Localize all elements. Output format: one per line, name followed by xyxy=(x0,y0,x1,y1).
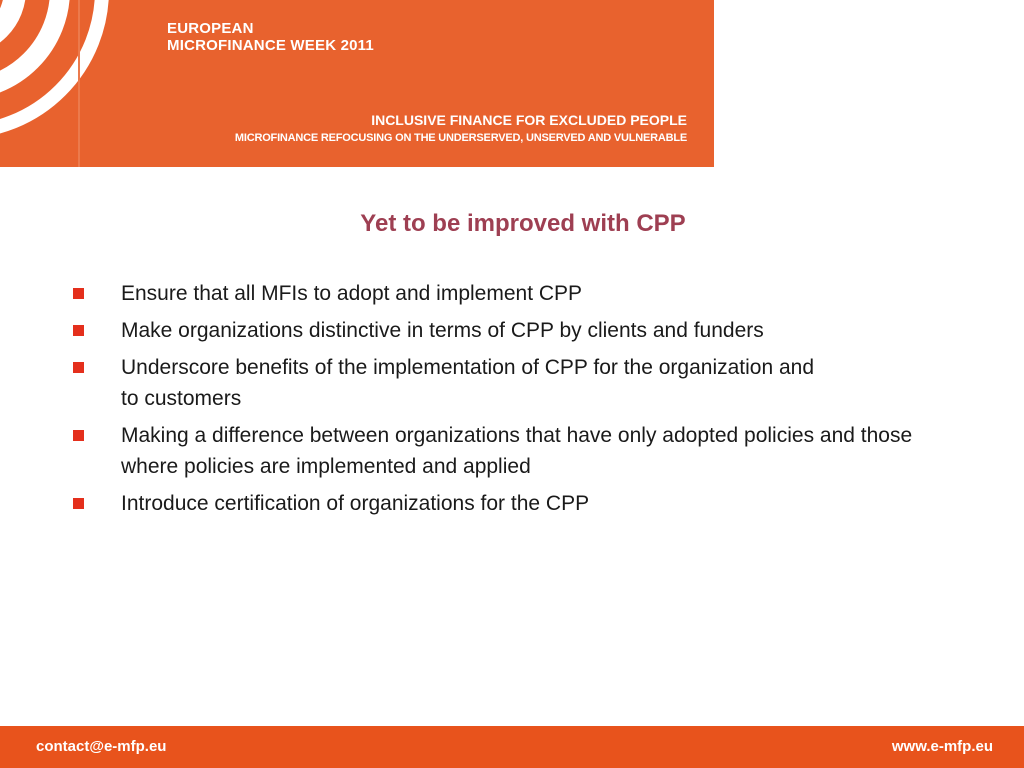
footer-bar xyxy=(0,726,1024,768)
conference-subtheme: MICROFINANCE REFOCUSING ON THE UNDERSERVED, UNSERVED AND VULNERABLE xyxy=(234,132,687,144)
bullet-text: Make organizations distinctive in terms of CPP by clients and funders xyxy=(121,319,764,342)
banner-divider xyxy=(78,0,80,167)
bullet-item xyxy=(70,488,970,519)
bullet-item xyxy=(70,420,941,482)
bullet-text: Ensure that all MFIs to adopt and implement CPP xyxy=(121,282,583,305)
bullet-item xyxy=(70,278,970,309)
bullet-text: Underscore benefits of the implementation of CPP for the organization and to customers xyxy=(121,356,815,410)
bullet-list xyxy=(70,278,970,525)
square-bullet-icon xyxy=(73,430,84,441)
event-title-line2: MICROFINANCE WEEK 2011 xyxy=(167,37,374,54)
square-bullet-icon xyxy=(73,498,84,509)
event-title xyxy=(167,20,374,54)
bullet-item xyxy=(70,352,831,414)
conference-theme: INCLUSIVE FINANCE FOR EXCLUDED PEOPLE xyxy=(371,112,687,128)
header-banner xyxy=(0,0,714,167)
website-link[interactable]: www.e-mfp.eu xyxy=(891,738,993,755)
square-bullet-icon xyxy=(73,362,84,373)
slide-title: Yet to be improved with CPP xyxy=(360,210,686,237)
bullet-item xyxy=(70,315,970,346)
contact-email-link[interactable]: contact@e-mfp.eu xyxy=(36,738,167,755)
event-title-line1: EUROPEAN xyxy=(167,20,254,37)
square-bullet-icon xyxy=(73,288,84,299)
bullet-text: Introduce certification of organizations for the CPP xyxy=(121,492,590,515)
bullet-text: Making a difference between organizations that have only adopted policies and those where policies are implemented and applied xyxy=(121,424,913,478)
square-bullet-icon xyxy=(73,325,84,336)
